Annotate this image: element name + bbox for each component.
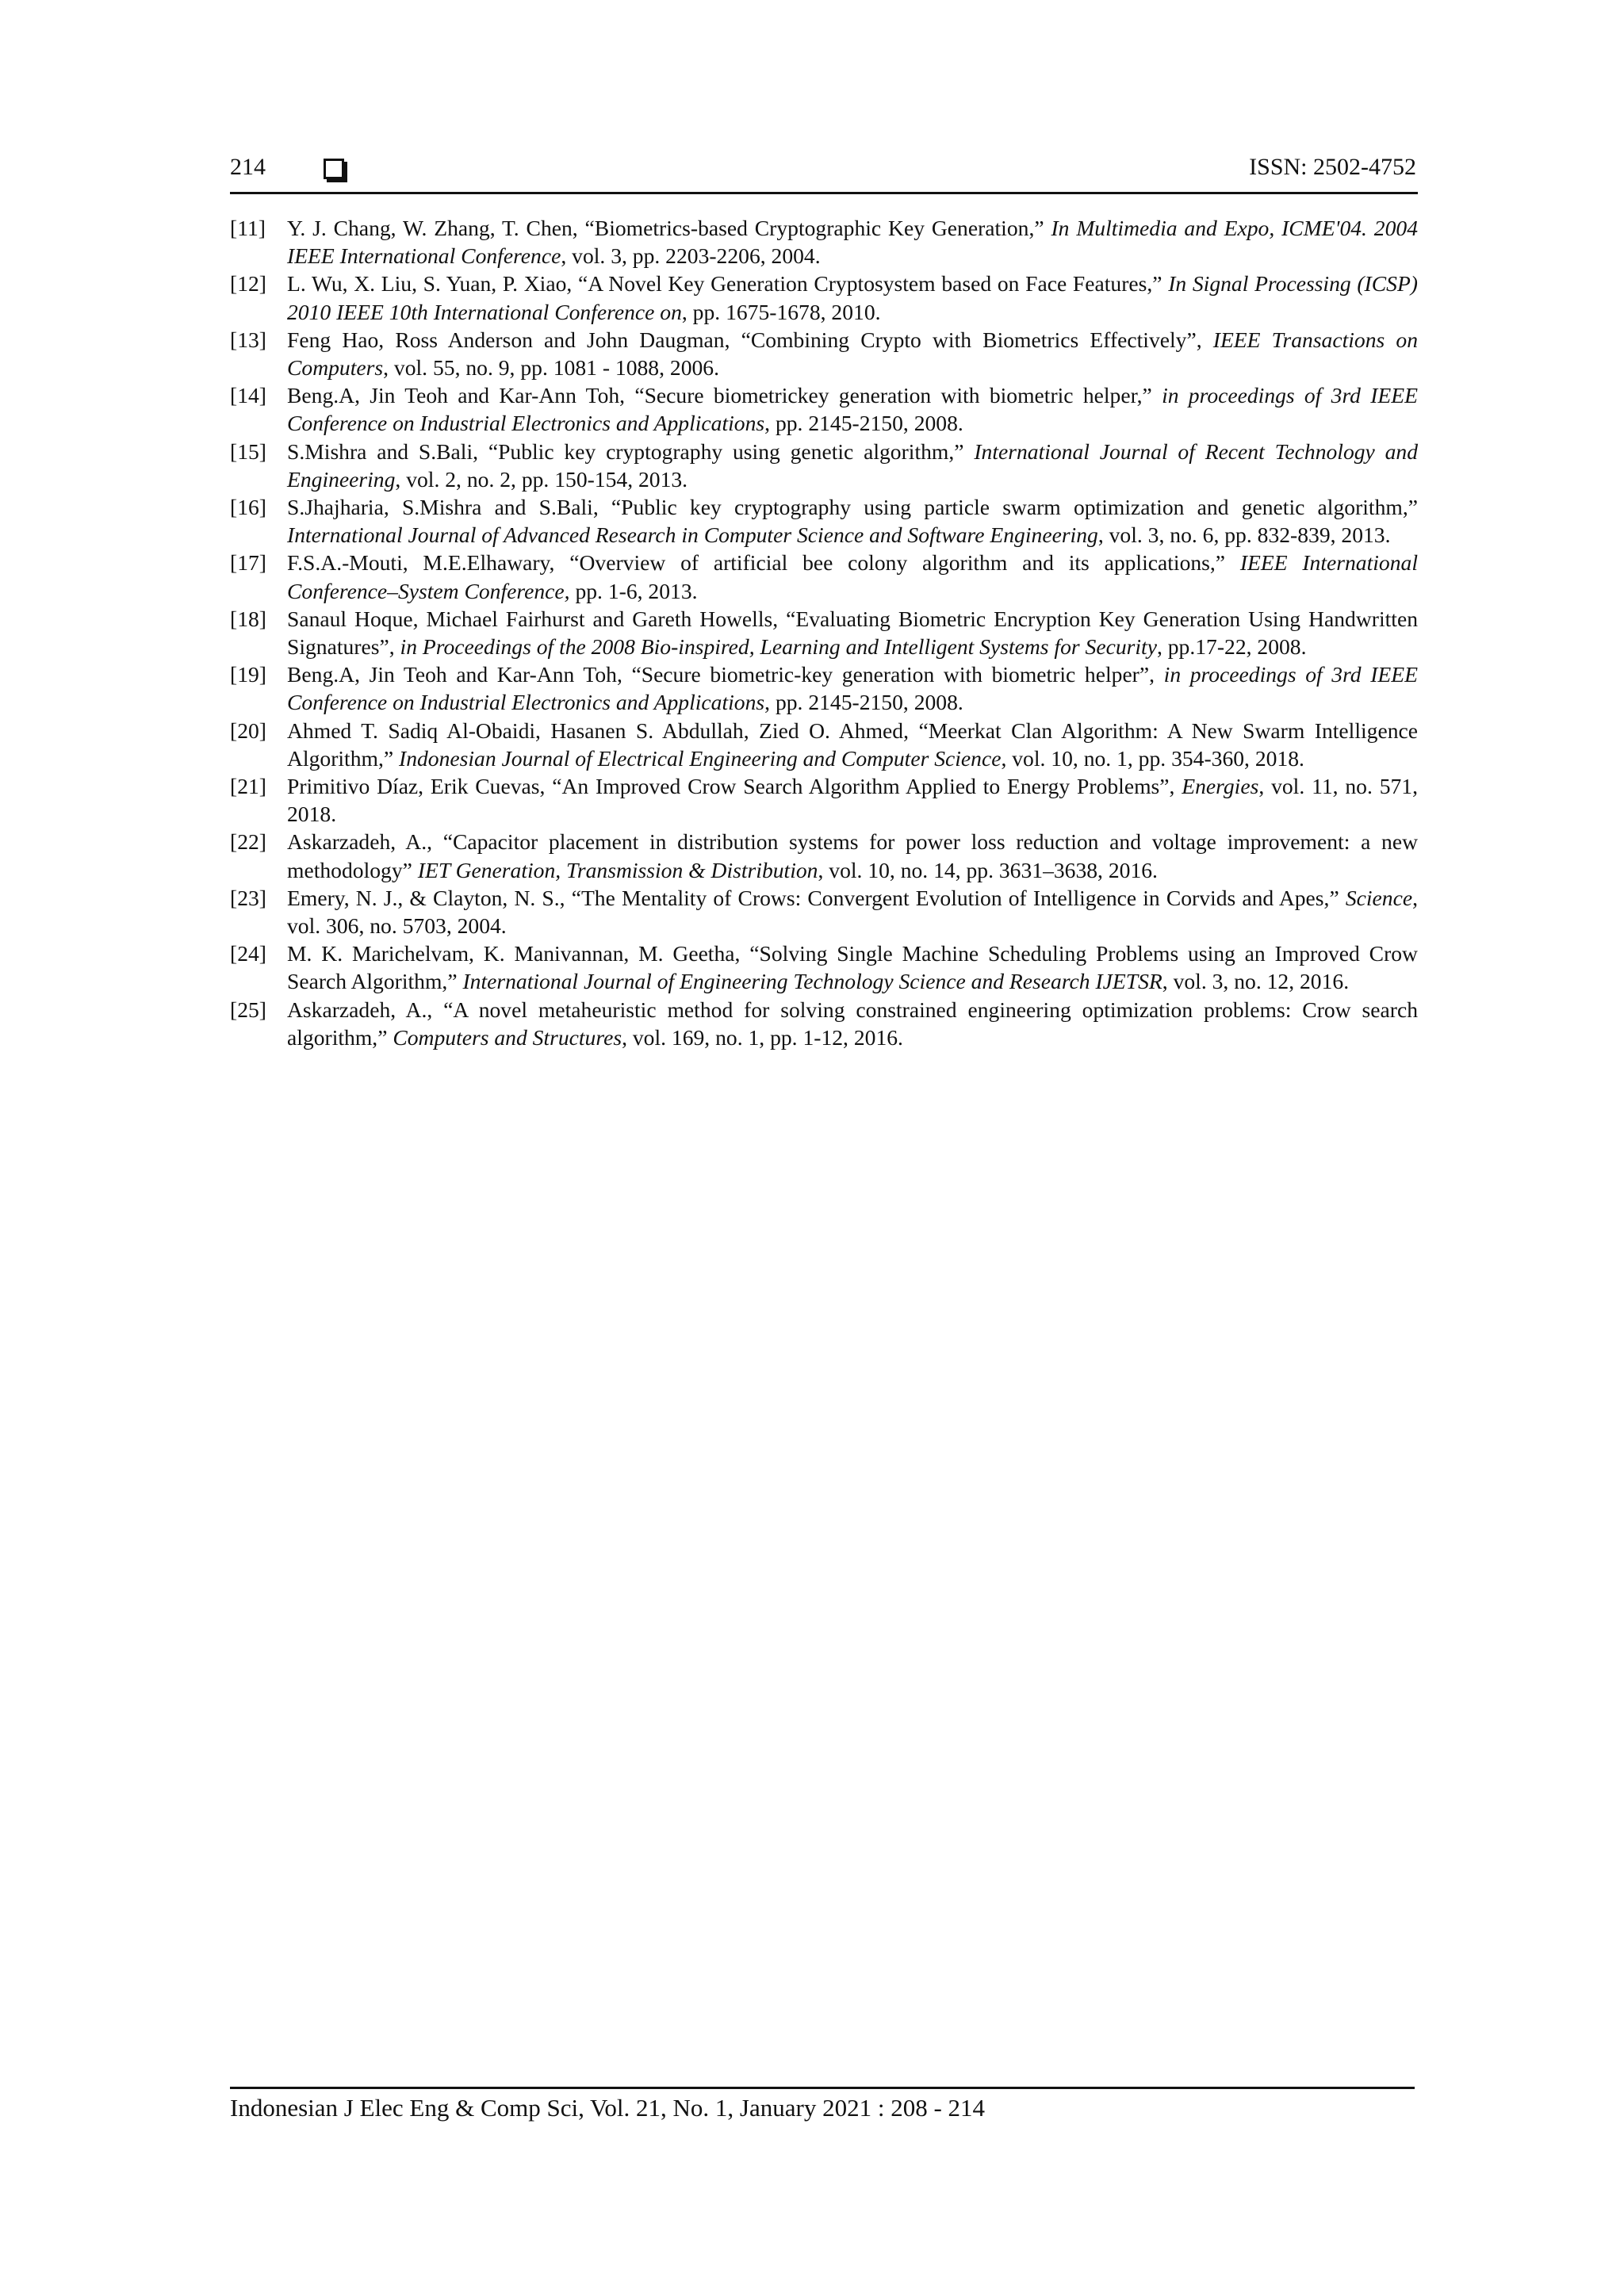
reference-list <box>230 214 1418 1051</box>
reference-text <box>287 549 1418 604</box>
reference-segment: , pp.17-22, 2008. <box>1156 634 1307 660</box>
reference-item <box>230 214 1418 270</box>
reference-segment: , pp. 1675-1678, 2010. <box>681 299 881 324</box>
reference-segment: Emery, N. J., & Clayton, N. S., “The Mentality of Crows: Convergent Evolution of Intelligence in Corvids and Apes,” <box>287 885 1346 910</box>
reference-venue: Energies <box>1182 774 1259 799</box>
reference-text <box>287 493 1418 549</box>
page-header <box>230 152 1418 194</box>
reference-segment: , vol. 55, no. 9, pp. 1081 - 1088, 2006. <box>383 355 719 381</box>
square-bullet-icon <box>324 159 344 179</box>
reference-venue: in proceedings of 3rd IEEE Conference on Industrial Electronics and Applications <box>287 383 1418 436</box>
reference-number: [13] <box>230 327 266 352</box>
reference-segment: pp. 1-6, 2013. <box>569 578 698 603</box>
reference-segment: , pp. 2145-2150, 2008. <box>764 690 963 715</box>
reference-segment: Feng Hao, Ross Anderson and John Daugman, “Combining Crypto with Biometrics Effectively”, <box>287 327 1213 352</box>
reference-item <box>230 996 1418 1051</box>
reference-item <box>230 326 1418 381</box>
reference-item <box>230 884 1418 939</box>
reference-segment: , vol. 306, no. 5703, 2004. <box>287 885 1418 939</box>
reference-item <box>230 660 1418 716</box>
reference-number: [25] <box>230 997 266 1022</box>
reference-item <box>230 493 1418 549</box>
reference-text <box>287 884 1418 939</box>
journal-citation: Indonesian J Elec Eng & Comp Sci, Vol. 21, No. 1, January 2021 : 208 - 214 <box>230 2094 986 2122</box>
reference-number: [14] <box>230 383 266 408</box>
reference-segment: , vol. 3, no. 6, pp. 832-839, 2013. <box>1097 522 1391 548</box>
reference-item <box>230 772 1418 828</box>
reference-segment: Sanaul Hoque, Michael Fairhurst and Gareth Howells, “Evaluating Biometric Encryption Key Generation Using Handwritten Signatures”, <box>287 606 1418 660</box>
reference-text <box>287 660 1418 716</box>
reference-venue: International Journal of Advanced Research in Computer Science and Software Engineering <box>287 522 1098 548</box>
reference-segment: , vol. 11, no. 571, 2018. <box>287 774 1418 827</box>
reference-venue: IEEE Transactions on Computers <box>287 327 1418 381</box>
reference-item <box>230 717 1418 772</box>
reference-venue: in Proceedings of the 2008 Bio-inspired, Learning and Intelligent Systems for Security <box>400 634 1157 660</box>
reference-text <box>287 828 1418 883</box>
reference-item <box>230 828 1418 883</box>
reference-text <box>287 717 1418 772</box>
reference-segment: , vol. 3, no. 12, 2016. <box>1162 969 1350 994</box>
reference-segment: F.S.A.-Mouti, M.E.Elhawary, “Overview of artificial bee colony algorithm and its applications,” <box>287 550 1240 576</box>
page-number: 214 <box>230 154 266 180</box>
reference-item <box>230 549 1418 604</box>
reference-venue: IET Generation, Transmission & Distribution <box>417 857 818 882</box>
reference-text <box>287 381 1418 437</box>
reference-segment: Askarzadeh, A., “Capacitor placement in distribution systems for power loss reduction and voltage improvement: a new methodology” <box>287 829 1418 882</box>
reference-number: [20] <box>230 718 266 743</box>
reference-number: [23] <box>230 885 266 910</box>
reference-venue: In Multimedia and Expo, ICME'04. 2004 IEEE International Conference <box>287 216 1418 269</box>
reference-segment: Beng.A, Jin Teoh and Kar-Ann Toh, “Secure biometric-key generation with biometric helper”, <box>287 662 1164 687</box>
reference-segment: , vol. 2, no. 2, pp. 150-154, 2013. <box>395 466 688 492</box>
reference-item <box>230 270 1418 325</box>
reference-venue: International Journal of Engineering Technology Science and Research IJETSR <box>462 969 1162 994</box>
reference-venue: In Signal Processing (ICSP) 2010 IEEE 10th International Conference on <box>287 271 1418 324</box>
reference-text <box>287 270 1418 325</box>
reference-segment: Beng.A, Jin Teoh and Kar-Ann Toh, “Secure biometrickey generation with biometric helper,” <box>287 383 1162 408</box>
reference-text <box>287 605 1418 660</box>
reference-item <box>230 939 1418 995</box>
reference-segment: L. Wu, X. Liu, S. Yuan, P. Xiao, “A Novel Key Generation Cryptosystem based on Face Features,” <box>287 271 1169 297</box>
reference-segment: , vol. 10, no. 1, pp. 354-360, 2018. <box>1001 745 1304 771</box>
reference-venue: in proceedings of 3rd IEEE Conference on Industrial Electronics and Applications <box>287 662 1418 715</box>
reference-number: [21] <box>230 774 266 799</box>
page-footer <box>230 2087 1415 2124</box>
reference-number: [22] <box>230 829 266 855</box>
reference-segment: , vol. 169, no. 1, pp. 1-12, 2016. <box>622 1024 903 1050</box>
reference-number: [11] <box>230 216 266 240</box>
reference-number: [16] <box>230 495 266 520</box>
reference-item <box>230 605 1418 660</box>
reference-segment: M. K. Marichelvam, K. Manivannan, M. Geetha, “Solving Single Machine Scheduling Problems using an Improved Crow Search Algorithm,” <box>287 941 1418 994</box>
reference-venue: International Journal of Recent Technology and Engineering <box>287 438 1418 492</box>
reference-text <box>287 996 1418 1051</box>
reference-venue: Computers and Structures <box>393 1024 622 1050</box>
reference-segment: S.Jhajharia, S.Mishra and S.Bali, “Public key cryptography using particle swarm optimization and genetic algorithm,” <box>287 495 1418 520</box>
reference-text <box>287 772 1418 828</box>
reference-segment: , vol. 3, pp. 2203-2206, 2004. <box>561 243 821 269</box>
reference-item <box>230 381 1418 437</box>
reference-segment: Ahmed T. Sadiq Al-Obaidi, Hasanen S. Abdullah, Zied O. Ahmed, “Meerkat Clan Algorithm: A New Swarm Intelligence Algorithm,” <box>287 718 1418 771</box>
reference-segment: , vol. 10, no. 14, pp. 3631–3638, 2016. <box>818 857 1158 882</box>
reference-venue: Indonesian Journal of Electrical Engineering and Computer Science <box>399 745 1002 771</box>
reference-number: [19] <box>230 662 266 687</box>
reference-number: [15] <box>230 438 266 464</box>
reference-number: [17] <box>230 550 266 576</box>
reference-venue: IEEE International Conference–System Conference, <box>287 550 1418 603</box>
reference-segment: Askarzadeh, A., “A novel metaheuristic method for solving constrained engineering optimization problems: Crow search algorithm,” <box>287 997 1418 1050</box>
reference-item <box>230 438 1418 493</box>
reference-text <box>287 939 1418 995</box>
reference-text <box>287 438 1418 493</box>
issn-label: ISSN: 2502-4752 <box>1249 154 1416 180</box>
reference-number: [18] <box>230 606 266 631</box>
reference-text <box>287 326 1418 381</box>
reference-segment: Y. J. Chang, W. Zhang, T. Chen, “Biometrics-based Cryptographic Key Generation,” <box>287 216 1051 240</box>
reference-segment: Primitivo Díaz, Erik Cuevas, “An Improved Crow Search Algorithm Applied to Energy Problems”, <box>287 774 1182 799</box>
reference-segment: S.Mishra and S.Bali, “Public key cryptography using genetic algorithm,” <box>287 438 975 464</box>
reference-segment: , pp. 2145-2150, 2008. <box>764 411 963 436</box>
reference-number: [12] <box>230 271 266 297</box>
reference-text <box>287 214 1418 270</box>
reference-venue: Science <box>1345 885 1413 910</box>
reference-number: [24] <box>230 941 266 966</box>
